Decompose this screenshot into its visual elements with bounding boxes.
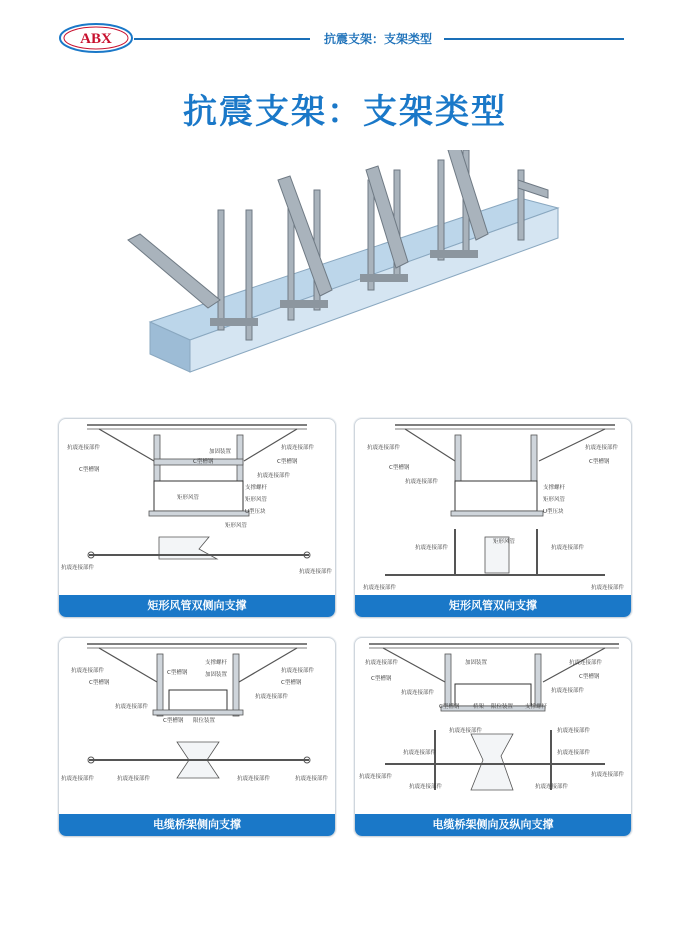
label: 加固装置 xyxy=(465,660,488,666)
label: 矩形风管 xyxy=(245,497,268,503)
label: 抗震连接部件 xyxy=(591,585,625,591)
card-cable-tray-lateral xyxy=(58,637,336,837)
header-rule-right xyxy=(444,38,624,40)
label: 抗震连接部件 xyxy=(591,772,625,778)
diagram-cable-tray-lateral xyxy=(59,638,336,816)
label: 抗震连接部件 xyxy=(415,545,449,551)
card-cable-tray-lateral-longitudinal xyxy=(354,637,632,837)
label: 限位装置 xyxy=(193,718,216,724)
label: 矩形风管 xyxy=(493,539,516,545)
label: 抗震连接部件 xyxy=(255,694,289,700)
label: 抗震连接部件 xyxy=(551,688,585,694)
label: C型槽钢 xyxy=(579,674,600,680)
card-caption: 电缆桥架侧向及纵向支撑 xyxy=(355,814,631,836)
logo-text: ABX xyxy=(80,31,112,47)
label: 支撑螺杆 xyxy=(205,660,228,666)
label: 抗震连接部件 xyxy=(365,660,399,666)
label: 抗震连接部件 xyxy=(237,776,271,782)
label: 抗震连接部件 xyxy=(535,784,569,790)
label: 矩形风管 xyxy=(543,497,566,503)
label: 抗震连接部件 xyxy=(557,750,591,756)
label: C型槽钢 xyxy=(281,680,302,686)
label: 抗震连接部件 xyxy=(115,704,149,710)
diagram-rect-duct-bidirectional xyxy=(355,419,632,597)
label: 抗震连接部件 xyxy=(405,479,439,485)
label: 抗震连接部件 xyxy=(117,776,151,782)
card-caption: 矩形风管双向支撑 xyxy=(355,595,631,617)
duct-support-illustration xyxy=(118,150,578,380)
card-caption: 矩形风管双侧向支撑 xyxy=(59,595,335,617)
label: 抗震连接部件 xyxy=(363,585,397,591)
label: 支撑螺杆 xyxy=(525,704,548,710)
diagram-cable-tray-lateral-longitudinal xyxy=(355,638,632,816)
page-header xyxy=(0,0,690,70)
label: C型槽钢 xyxy=(277,459,298,465)
label: 抗震连接部件 xyxy=(281,445,315,451)
header-rule-left xyxy=(134,38,310,40)
label: 支撑螺杆 xyxy=(543,485,566,491)
label: 限位装置 xyxy=(491,704,514,710)
label: 抗震连接部件 xyxy=(67,445,101,451)
label: 抗震连接部件 xyxy=(61,565,95,571)
label: U型压块 xyxy=(245,509,266,515)
header-title: 抗震支架：支架类型 xyxy=(323,32,432,46)
label: 抗震连接部件 xyxy=(409,784,443,790)
label: C型槽钢 xyxy=(371,676,392,682)
label: 抗震连接部件 xyxy=(257,473,291,479)
label: 加固装置 xyxy=(205,672,228,678)
label: 矩形风管 xyxy=(177,495,200,501)
label: U型压块 xyxy=(543,509,564,515)
label: 抗震连接部件 xyxy=(557,728,591,734)
label: 抗震连接部件 xyxy=(359,774,393,780)
label: 抗震连接部件 xyxy=(551,545,585,551)
label: 加固装置 xyxy=(209,449,232,455)
label: 桥架 xyxy=(473,704,485,710)
label: C型槽钢 xyxy=(167,670,188,676)
label: 抗震连接部件 xyxy=(281,668,315,674)
label: 抗震连接部件 xyxy=(61,776,95,782)
label: 抗震连接部件 xyxy=(401,690,435,696)
label: 抗震连接部件 xyxy=(71,668,105,674)
card-caption: 电缆桥架侧向支撑 xyxy=(59,814,335,836)
label: 抗震连接部件 xyxy=(403,750,437,756)
label: C型槽钢 xyxy=(163,718,184,724)
label: C型槽钢 xyxy=(79,467,100,473)
label: 抗震连接部件 xyxy=(449,728,483,734)
label: C型槽钢 xyxy=(439,704,460,710)
label: 抗震连接部件 xyxy=(299,569,333,575)
page-title: 抗震支架：支架类型 xyxy=(183,92,507,132)
diagram-rect-duct-double-lateral xyxy=(59,419,336,597)
label: C型槽钢 xyxy=(389,465,410,471)
label: 抗震连接部件 xyxy=(585,445,619,451)
label: C型槽钢 xyxy=(89,680,110,686)
label: 矩形风管 xyxy=(225,523,248,529)
card-rect-duct-bidirectional xyxy=(354,418,632,618)
abx-logo xyxy=(58,22,134,54)
label: 抗震连接部件 xyxy=(367,445,401,451)
label: 支撑螺杆 xyxy=(245,485,268,491)
label: 抗震连接部件 xyxy=(295,776,329,782)
label: C型槽钢 xyxy=(193,459,214,465)
label: C型槽钢 xyxy=(589,459,610,465)
label: 抗震连接部件 xyxy=(569,660,603,666)
card-rect-duct-double-lateral xyxy=(58,418,336,618)
